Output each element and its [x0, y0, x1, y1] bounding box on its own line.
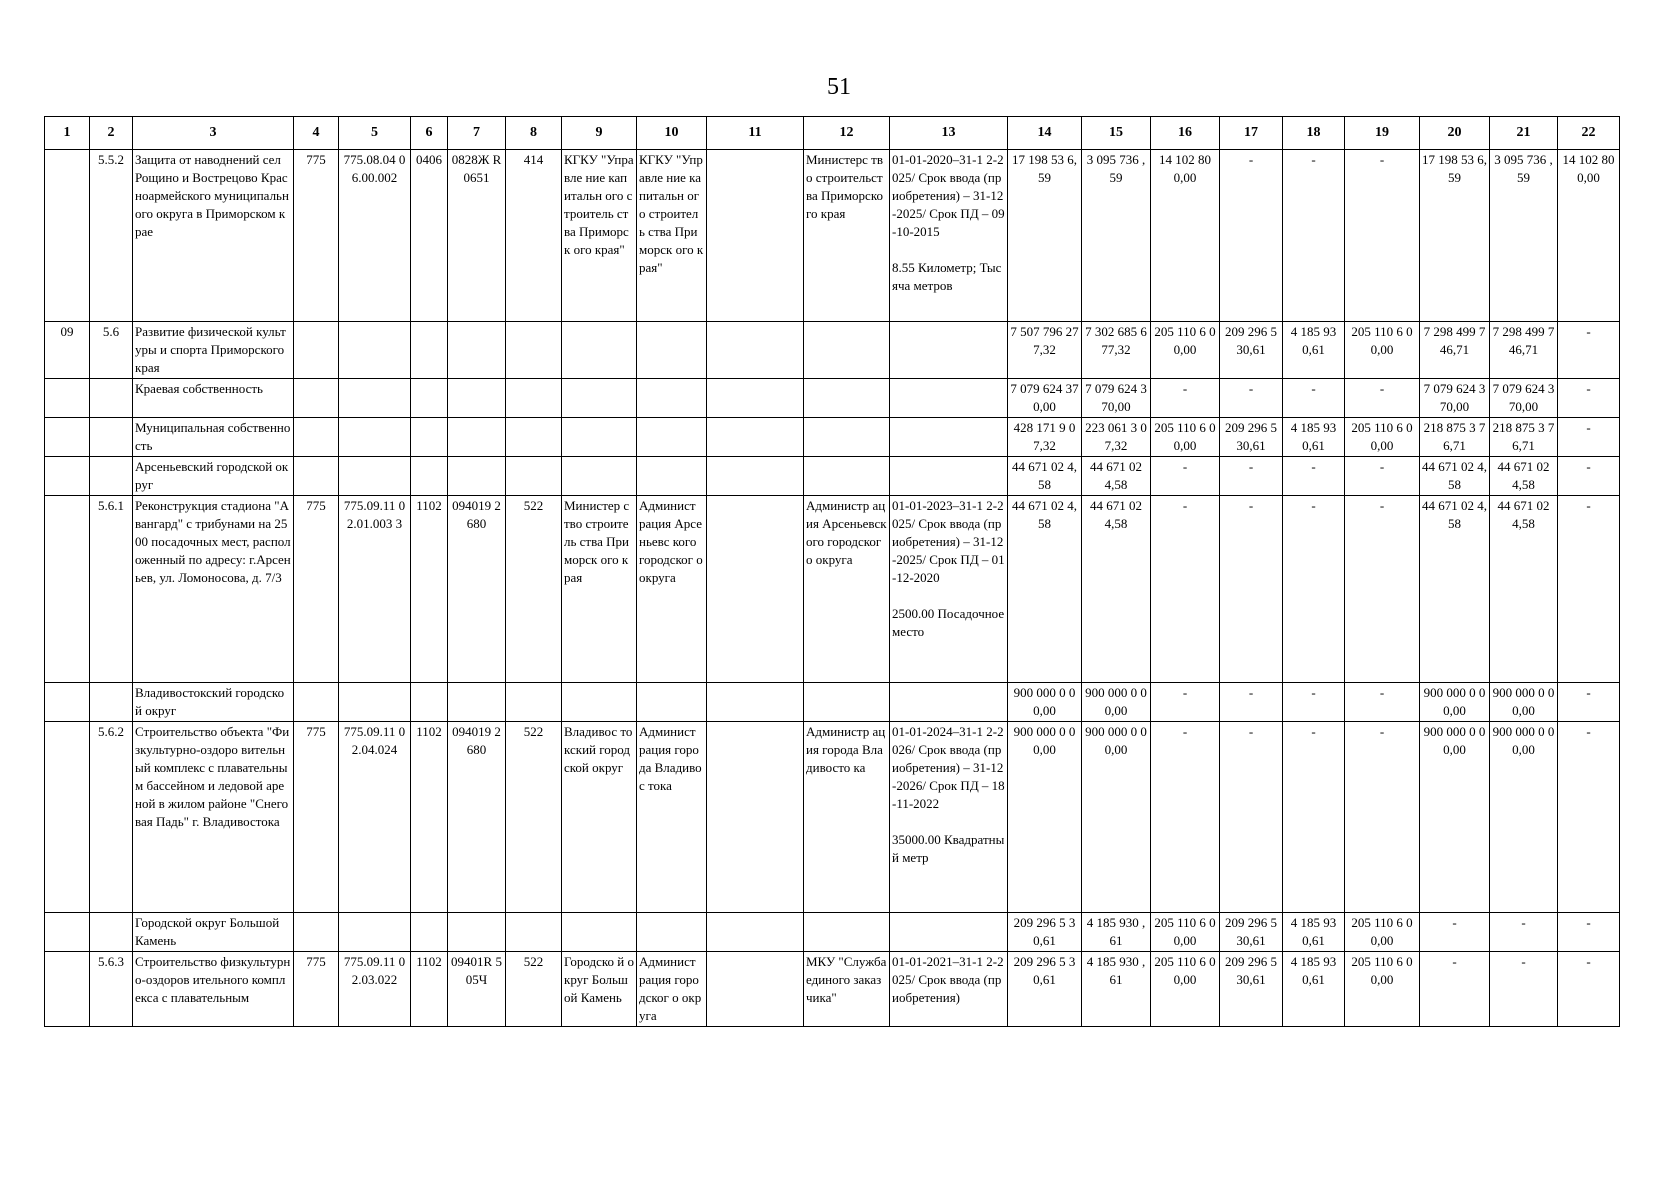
column-header: 5: [339, 117, 411, 150]
table-cell: [707, 913, 804, 952]
table-cell: 7 079 624 370,00: [1082, 379, 1151, 418]
table-cell: [506, 457, 562, 496]
table-cell: -: [1220, 379, 1283, 418]
table-cell: [339, 379, 411, 418]
column-header: 4: [294, 117, 339, 150]
table-cell: -: [1345, 150, 1420, 322]
table-cell: -: [1283, 722, 1345, 913]
table-cell: 205 110 6 00,00: [1151, 913, 1220, 952]
table-row: [45, 952, 1620, 1027]
table-cell: 4 185 93 0,61: [1283, 952, 1345, 1027]
investment-table: [44, 116, 1620, 1027]
table-cell: 5.6: [90, 322, 133, 379]
table-cell: 7 298 499 746,71: [1490, 322, 1558, 379]
table-cell: КГКУ "Управле ние капитальн ого строитель ства Приморск ого края": [637, 150, 707, 322]
table-cell: -: [1283, 683, 1345, 722]
table-cell: 4 185 93 0,61: [1283, 322, 1345, 379]
table-cell: -: [1345, 379, 1420, 418]
table-cell: [804, 913, 890, 952]
table-cell: [448, 418, 506, 457]
table-cell: [890, 379, 1008, 418]
table-cell: 775: [294, 722, 339, 913]
table-cell: 7 079 624 370,00: [1420, 379, 1490, 418]
table-cell: Городско й округ Большой Камень: [562, 952, 637, 1027]
column-header: 8: [506, 117, 562, 150]
table-cell: 01-01-2023–31-1 2-2025/ Срок ввода (приобретения) – 31-12-2025/ Срок ПД – 01-12-2020 2500.00 Посадочное место: [890, 496, 1008, 683]
table-cell: 1102: [411, 496, 448, 683]
table-cell: [448, 379, 506, 418]
page-number: 51: [827, 74, 851, 100]
table-cell: -: [1490, 952, 1558, 1027]
table-cell: [562, 379, 637, 418]
table-cell: 428 171 9 07,32: [1008, 418, 1082, 457]
table-cell: 900 000 0 00,00: [1420, 722, 1490, 913]
table-cell: Министер ство строитель ства Приморск ого края: [562, 496, 637, 683]
table-cell: 205 110 6 00,00: [1345, 952, 1420, 1027]
table-cell: [294, 322, 339, 379]
column-header: 11: [707, 117, 804, 150]
table-cell: Развитие физической культуры и спорта Приморского края: [133, 322, 294, 379]
table-cell: 1102: [411, 722, 448, 913]
table-cell: [707, 150, 804, 322]
table-cell: [707, 379, 804, 418]
column-header: 2: [90, 117, 133, 150]
table-cell: 0406: [411, 150, 448, 322]
table-cell: 3 095 736 ,59: [1490, 150, 1558, 322]
column-header: 15: [1082, 117, 1151, 150]
table-cell: 44 671 02 4,58: [1490, 496, 1558, 683]
table-cell: 4 185 93 0,61: [1283, 913, 1345, 952]
table-cell: 09401R 505Ч: [448, 952, 506, 1027]
table-cell: 775.09.11 02.03.022: [339, 952, 411, 1027]
table-cell: [339, 683, 411, 722]
table-cell: 414: [506, 150, 562, 322]
table-cell: 0828Ж R0651: [448, 150, 506, 322]
table-cell: [707, 952, 804, 1027]
table-cell: [562, 418, 637, 457]
table-cell: Строительство физкультурно-оздоров ительного комплекса с плавательным: [133, 952, 294, 1027]
table-cell: 5.6.3: [90, 952, 133, 1027]
table-cell: Защита от наводнений сел Рощино и Вострецово Красноармейского муниципального округа в Приморском крае: [133, 150, 294, 322]
table-cell: 5.6.2: [90, 722, 133, 913]
table-cell: [294, 418, 339, 457]
table-cell: Краевая собственность: [133, 379, 294, 418]
table-cell: -: [1220, 496, 1283, 683]
table-cell: Арсеньевский городской округ: [133, 457, 294, 496]
table-cell: Администр ация Арсеньевск ого городского округа: [804, 496, 890, 683]
table-cell: [562, 683, 637, 722]
table-cell: 900 000 0 00,00: [1008, 683, 1082, 722]
header-row: [45, 117, 1620, 150]
table-cell: [411, 457, 448, 496]
table-cell: [890, 418, 1008, 457]
table-cell: [294, 913, 339, 952]
table-cell: [707, 496, 804, 683]
table-cell: -: [1151, 457, 1220, 496]
table-cell: -: [1220, 683, 1283, 722]
table-cell: [411, 379, 448, 418]
table-cell: 5.6.1: [90, 496, 133, 683]
table-cell: 900 000 0 00,00: [1420, 683, 1490, 722]
table-row: [45, 457, 1620, 496]
table-cell: 17 198 53 6,59: [1420, 150, 1490, 322]
table-cell: -: [1558, 913, 1620, 952]
table-cell: [411, 913, 448, 952]
table-cell: 775: [294, 952, 339, 1027]
table-cell: [804, 683, 890, 722]
table-cell: 209 296 5 30,61: [1008, 952, 1082, 1027]
table-cell: Министерс тво строительст ва Приморско го края: [804, 150, 890, 322]
table-row: [45, 322, 1620, 379]
table-cell: [339, 457, 411, 496]
table-cell: 14 102 80 0,00: [1558, 150, 1620, 322]
column-header: 16: [1151, 117, 1220, 150]
table-cell: Владивос токский городской округ: [562, 722, 637, 913]
column-header: 22: [1558, 117, 1620, 150]
table-cell: 44 671 02 4,58: [1008, 457, 1082, 496]
table-cell: 205 110 6 00,00: [1151, 322, 1220, 379]
column-header: 6: [411, 117, 448, 150]
table-cell: 205 110 6 00,00: [1151, 952, 1220, 1027]
table-cell: [637, 683, 707, 722]
table-cell: -: [1283, 379, 1345, 418]
table-cell: 205 110 6 00,00: [1345, 418, 1420, 457]
table-cell: 522: [506, 496, 562, 683]
table-cell: [45, 496, 90, 683]
table-cell: [411, 322, 448, 379]
table-cell: -: [1151, 683, 1220, 722]
table-cell: [506, 683, 562, 722]
table-cell: [804, 379, 890, 418]
table-cell: -: [1345, 496, 1420, 683]
table-cell: 205 110 6 00,00: [1345, 322, 1420, 379]
table-cell: 900 000 0 00,00: [1490, 683, 1558, 722]
table-cell: 01-01-2020–31-1 2-2025/ Срок ввода (приобретения) – 31-12-2025/ Срок ПД – 09-10-2015 8.55 Километр; Тысяча метров: [890, 150, 1008, 322]
table-cell: -: [1490, 913, 1558, 952]
table-cell: 218 875 3 76,71: [1490, 418, 1558, 457]
table-cell: КГКУ "Управле ние капитальн ого строитель ства Приморск ого края": [562, 150, 637, 322]
table-cell: 775.09.11 02.04.024: [339, 722, 411, 913]
table-cell: 44 671 02 4,58: [1082, 496, 1151, 683]
table-cell: [294, 683, 339, 722]
table-cell: -: [1558, 683, 1620, 722]
table-cell: 5.5.2: [90, 150, 133, 322]
table-cell: [294, 457, 339, 496]
table-cell: [506, 379, 562, 418]
table-cell: 900 000 0 00,00: [1082, 722, 1151, 913]
table-cell: [45, 379, 90, 418]
table-cell: 205 110 6 00,00: [1345, 913, 1420, 952]
table-cell: -: [1345, 683, 1420, 722]
table-cell: -: [1558, 418, 1620, 457]
table-cell: 775.09.11 02.01.003 3: [339, 496, 411, 683]
table-cell: [707, 418, 804, 457]
table-cell: 900 000 0 00,00: [1490, 722, 1558, 913]
table-cell: 205 110 6 00,00: [1151, 418, 1220, 457]
table-cell: 01-01-2024–31-1 2-2026/ Срок ввода (приобретения) – 31-12-2026/ Срок ПД – 18-11-2022 35000.00 Квадратный метр: [890, 722, 1008, 913]
column-header: 3: [133, 117, 294, 150]
table-cell: [90, 683, 133, 722]
table-cell: 4 185 93 0,61: [1283, 418, 1345, 457]
table-row: [45, 418, 1620, 457]
table-row: [45, 496, 1620, 683]
table-cell: 218 875 3 76,71: [1420, 418, 1490, 457]
table-cell: [339, 322, 411, 379]
table-cell: [707, 722, 804, 913]
table-cell: [45, 457, 90, 496]
table-cell: -: [1420, 952, 1490, 1027]
table-cell: [448, 322, 506, 379]
table-cell: -: [1283, 457, 1345, 496]
table-cell: -: [1220, 457, 1283, 496]
table-cell: -: [1558, 722, 1620, 913]
table-cell: 209 296 5 30,61: [1008, 913, 1082, 952]
table-cell: 14 102 80 0,00: [1151, 150, 1220, 322]
table-cell: [339, 913, 411, 952]
table-cell: [45, 418, 90, 457]
table-row: [45, 722, 1620, 913]
table-cell: 17 198 53 6,59: [1008, 150, 1082, 322]
table-cell: 09: [45, 322, 90, 379]
table-cell: [90, 379, 133, 418]
table-cell: [890, 683, 1008, 722]
table-cell: -: [1220, 722, 1283, 913]
table-cell: 7 507 796 277,32: [1008, 322, 1082, 379]
table-cell: 7 302 685 677,32: [1082, 322, 1151, 379]
table-cell: [90, 418, 133, 457]
table-cell: [506, 418, 562, 457]
table-cell: -: [1345, 457, 1420, 496]
table-cell: 522: [506, 722, 562, 913]
table-cell: 209 296 530,61: [1220, 418, 1283, 457]
table-cell: Админист рация городског о округа: [637, 952, 707, 1027]
table-cell: [562, 913, 637, 952]
table-cell: [45, 952, 90, 1027]
table-cell: [707, 322, 804, 379]
table-cell: [890, 913, 1008, 952]
table-cell: МКУ "Служба единого заказчика": [804, 952, 890, 1027]
table-cell: [637, 322, 707, 379]
table-cell: 094019 2680: [448, 496, 506, 683]
table-cell: Админист рация города Владивос тока: [637, 722, 707, 913]
column-header: 20: [1420, 117, 1490, 150]
table-cell: [506, 913, 562, 952]
table-cell: -: [1558, 457, 1620, 496]
table-cell: 209 296 530,61: [1220, 322, 1283, 379]
table-cell: -: [1151, 496, 1220, 683]
table-cell: -: [1558, 379, 1620, 418]
table-cell: [45, 913, 90, 952]
table-cell: Муниципальная собственность: [133, 418, 294, 457]
table-cell: -: [1151, 379, 1220, 418]
table-row: [45, 150, 1620, 322]
table-cell: 3 095 736 ,59: [1082, 150, 1151, 322]
table-cell: -: [1558, 952, 1620, 1027]
table-cell: [339, 418, 411, 457]
table-cell: [890, 322, 1008, 379]
table-cell: [804, 322, 890, 379]
table-cell: 775: [294, 150, 339, 322]
table-cell: 775.08.04 06.00.002: [339, 150, 411, 322]
table-cell: Строительство объекта "Физкультурно-оздоро вительный комплекс с плавательным бассейном и ледовой ареной в жилом районе "Снеговая Падь" г. Владивостока: [133, 722, 294, 913]
table-cell: [411, 418, 448, 457]
column-header: 10: [637, 117, 707, 150]
column-header: 21: [1490, 117, 1558, 150]
table-cell: Администр ация города Владивосто ка: [804, 722, 890, 913]
table-cell: -: [1283, 496, 1345, 683]
table-cell: 7 298 499 746,71: [1420, 322, 1490, 379]
table-cell: [90, 913, 133, 952]
column-header: 19: [1345, 117, 1420, 150]
column-header: 7: [448, 117, 506, 150]
table-cell: 7 079 624 370,00: [1008, 379, 1082, 418]
table-cell: 522: [506, 952, 562, 1027]
table-cell: [294, 379, 339, 418]
table-cell: 094019 2680: [448, 722, 506, 913]
table-cell: [637, 457, 707, 496]
table-cell: 44 671 02 4,58: [1082, 457, 1151, 496]
table-cell: [637, 913, 707, 952]
table-cell: [45, 722, 90, 913]
table-cell: Городской округ Большой Камень: [133, 913, 294, 952]
column-header: 17: [1220, 117, 1283, 150]
table-cell: -: [1558, 322, 1620, 379]
table-cell: [562, 457, 637, 496]
table-cell: 44 671 02 4,58: [1490, 457, 1558, 496]
column-header: 9: [562, 117, 637, 150]
table-cell: 4 185 930 ,61: [1082, 913, 1151, 952]
table-cell: 900 000 0 00,00: [1008, 722, 1082, 913]
table-cell: Владивостокский городской округ: [133, 683, 294, 722]
table-cell: [637, 418, 707, 457]
table-row: [45, 379, 1620, 418]
table-cell: 7 079 624 370,00: [1490, 379, 1558, 418]
table-cell: [506, 322, 562, 379]
table-cell: 44 671 02 4,58: [1420, 496, 1490, 683]
table-cell: 1102: [411, 952, 448, 1027]
table-cell: [707, 683, 804, 722]
table-row: [45, 683, 1620, 722]
table-row: [45, 913, 1620, 952]
column-header: 14: [1008, 117, 1082, 150]
table-cell: 775: [294, 496, 339, 683]
table-cell: 01-01-2021–31-1 2-2025/ Срок ввода (приобретения): [890, 952, 1008, 1027]
table-cell: [448, 457, 506, 496]
table-cell: Реконструкция стадиона "Авангард" с трибунами на 2500 посадочных мест, расположенный по адресу: г.Арсеньев, ул. Ломоносова, д. 7/3: [133, 496, 294, 683]
table-cell: 4 185 930 ,61: [1082, 952, 1151, 1027]
table-cell: [448, 913, 506, 952]
table-cell: [804, 418, 890, 457]
table-cell: -: [1420, 913, 1490, 952]
table-cell: [90, 457, 133, 496]
table-cell: 44 671 02 4,58: [1008, 496, 1082, 683]
table-cell: [562, 322, 637, 379]
table-cell: -: [1283, 150, 1345, 322]
table-cell: [411, 683, 448, 722]
table-cell: [45, 150, 90, 322]
table-cell: Админист рация Арсеньевс кого городског о округа: [637, 496, 707, 683]
table-cell: [637, 379, 707, 418]
table-cell: 44 671 02 4,58: [1420, 457, 1490, 496]
table-cell: -: [1345, 722, 1420, 913]
table-cell: 209 296 530,61: [1220, 952, 1283, 1027]
table-cell: [804, 457, 890, 496]
column-header: 18: [1283, 117, 1345, 150]
column-header: 12: [804, 117, 890, 150]
table-cell: [448, 683, 506, 722]
column-header: 1: [45, 117, 90, 150]
table-cell: -: [1558, 496, 1620, 683]
table-cell: -: [1151, 722, 1220, 913]
table-cell: [707, 457, 804, 496]
column-header: 13: [890, 117, 1008, 150]
table-cell: 209 296 530,61: [1220, 913, 1283, 952]
table-cell: -: [1220, 150, 1283, 322]
table-cell: 223 061 3 07,32: [1082, 418, 1151, 457]
table-cell: 900 000 0 00,00: [1082, 683, 1151, 722]
table-cell: [890, 457, 1008, 496]
table-cell: [45, 683, 90, 722]
